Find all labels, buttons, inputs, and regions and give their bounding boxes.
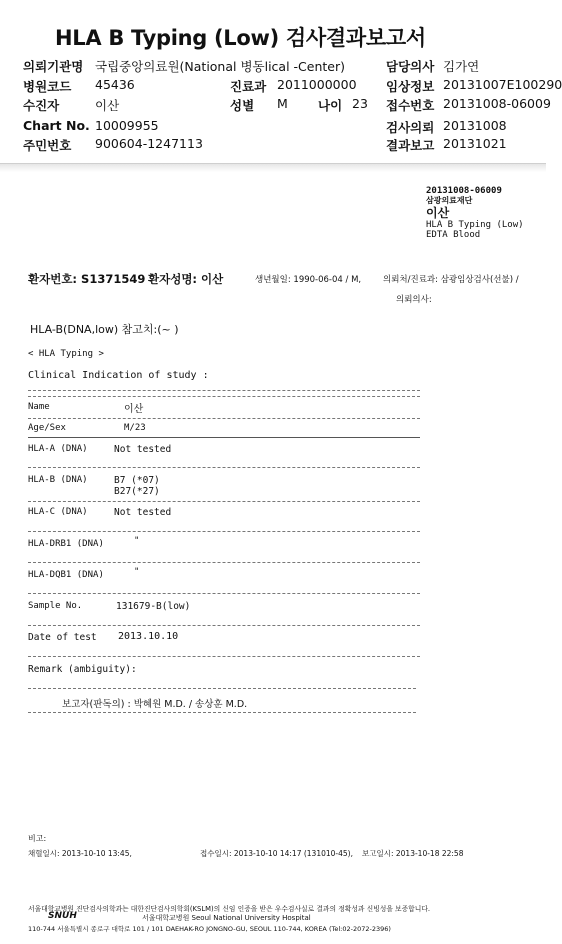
row-label-sample-no: Sample No. (28, 601, 83, 611)
patient-name: 환자성명: 이산 (148, 272, 224, 286)
divider (28, 688, 416, 689)
doctor-value: 김가연 (443, 59, 480, 74)
chart-label: Chart No. (23, 118, 90, 133)
rrn-label: 주민번호 (23, 138, 72, 153)
section-heading: < HLA Typing > (28, 349, 104, 359)
doctor-label: 담당의사 (386, 59, 435, 74)
row-value-age-sex: M/23 (124, 423, 146, 433)
receipt-label: 접수번호 (386, 98, 435, 113)
row-label-age-sex: Age/Sex (28, 423, 66, 433)
report-title: HLA B Typing (Low) 검사결과보고서 (55, 26, 426, 50)
age-label: 나이 (318, 98, 343, 113)
hospital-address: 110-744 서울특별시 종로구 대학로 101 / 101 DAEHAK-RO JONGNO-GU, SEOUL 110-744, KOREA (Tel:02-2072-2396) (28, 925, 391, 933)
sex-value: M (277, 96, 288, 111)
institution-value: 국립중앙의료원(National 병동lical -Center) (95, 59, 345, 74)
divider (28, 656, 420, 657)
dept-value: 2011000000 (277, 77, 357, 92)
note-label: 비고: (28, 834, 47, 843)
rrn-value: 900604-1247113 (95, 136, 203, 151)
certification-statement: 서울대학교병원 진단검사의학과는 대한진단검사의학회(KSLM)의 신임 인증을 받은 우수검사실로 결과의 정확성과 신빙성을 보증합니다. (28, 905, 431, 913)
sex-label: 성별 (230, 98, 255, 113)
receipt-value: 20131008-06009 (443, 96, 551, 111)
requesting-clinic: 의뢰처/진료과: 삼광임상검사(선불) / (383, 275, 519, 285)
institution-label: 의뢰기관명 (23, 59, 84, 74)
patient-number: 환자번호: S1371549 (28, 272, 146, 286)
request-value: 20131008 (443, 118, 507, 133)
row-value-date-of-test: 2013.10.10 (118, 631, 179, 642)
request-label: 검사의뢰 (386, 120, 435, 135)
patient-value: 이산 (95, 98, 120, 113)
row-label-hla-b: HLA-B (DNA) (28, 475, 88, 485)
label-specimen: EDTA Blood (426, 230, 481, 240)
hospital-code-value: 45436 (95, 77, 135, 92)
row-label-hla-a: HLA-A (DNA) (28, 444, 88, 454)
hospital-logo: SNUH (48, 911, 77, 921)
clinical-value: 20131007E100290 (443, 77, 562, 92)
remark-label: Remark (ambiguity): (28, 664, 137, 675)
divider (28, 390, 420, 391)
divider (28, 437, 420, 438)
patient-dob: 생년월일: 1990-06-04 / M, (255, 275, 362, 285)
hospital-code-label: 병원코드 (23, 79, 72, 94)
row-value-hla-a: Not tested (114, 444, 172, 455)
row-value-hla-drb1: " (134, 536, 140, 546)
received-time: 접수일시: 2013-10-10 14:17 (131010-45), (200, 849, 353, 858)
divider (28, 625, 420, 626)
report-date-value: 20131021 (443, 136, 507, 151)
divider (28, 593, 420, 594)
reported-time: 보고일시: 2013-10-18 22:58 (362, 849, 464, 858)
row-label-hla-drb1: HLA-DRB1 (DNA) (28, 539, 104, 549)
row-label-hla-c: HLA-C (DNA) (28, 507, 88, 517)
label-test-name: HLA B Typing (Low) (426, 220, 524, 230)
scan-edge (0, 164, 546, 172)
clinical-indication: Clinical Indication of study : (28, 370, 209, 381)
row-value-sample-no: 131679-B(low) (116, 601, 191, 612)
divider (28, 712, 416, 713)
requesting-doctor: 의뢰의사: (396, 295, 432, 305)
divider (28, 467, 420, 468)
row-value-hla-b-1: B7 (*07) (114, 475, 160, 486)
age-value: 23 (352, 96, 368, 111)
row-value-hla-b-2: B27(*27) (114, 486, 160, 497)
label-patient-name: 이산 (426, 206, 450, 220)
row-value-hla-c: Not tested (114, 507, 172, 518)
row-label-hla-dqb1: HLA-DQB1 (DNA) (28, 570, 104, 580)
label-lab-name: 삼광의료재단 (426, 196, 473, 205)
divider (28, 396, 420, 397)
chart-value: 10009955 (95, 118, 159, 133)
divider (28, 501, 420, 502)
hospital-name: 서울대학교병원 Seoul National University Hospital (142, 914, 311, 922)
divider (28, 562, 420, 563)
report-date-label: 결과보고 (386, 138, 435, 153)
row-label-date-of-test: Date of test (28, 632, 97, 643)
divider (28, 418, 420, 419)
reporter: 보고자(판독의) : 박혜원 M.D. / 송상훈 M.D. (62, 699, 248, 710)
clinical-label: 임상정보 (386, 79, 435, 94)
dept-label: 진료과 (230, 79, 267, 94)
collected-time: 채혈일시: 2013-10-10 13:45, (28, 849, 132, 858)
row-label-name: Name (28, 402, 50, 412)
divider (28, 531, 420, 532)
label-barcode-text: 20131008-06009 (426, 186, 502, 196)
row-value-name: 이산 (124, 404, 144, 415)
test-heading: HLA-B(DNA,low) 참고치:(~ ) (30, 323, 179, 336)
row-value-hla-dqb1: " (134, 567, 140, 577)
patient-label: 수진자 (23, 98, 60, 113)
